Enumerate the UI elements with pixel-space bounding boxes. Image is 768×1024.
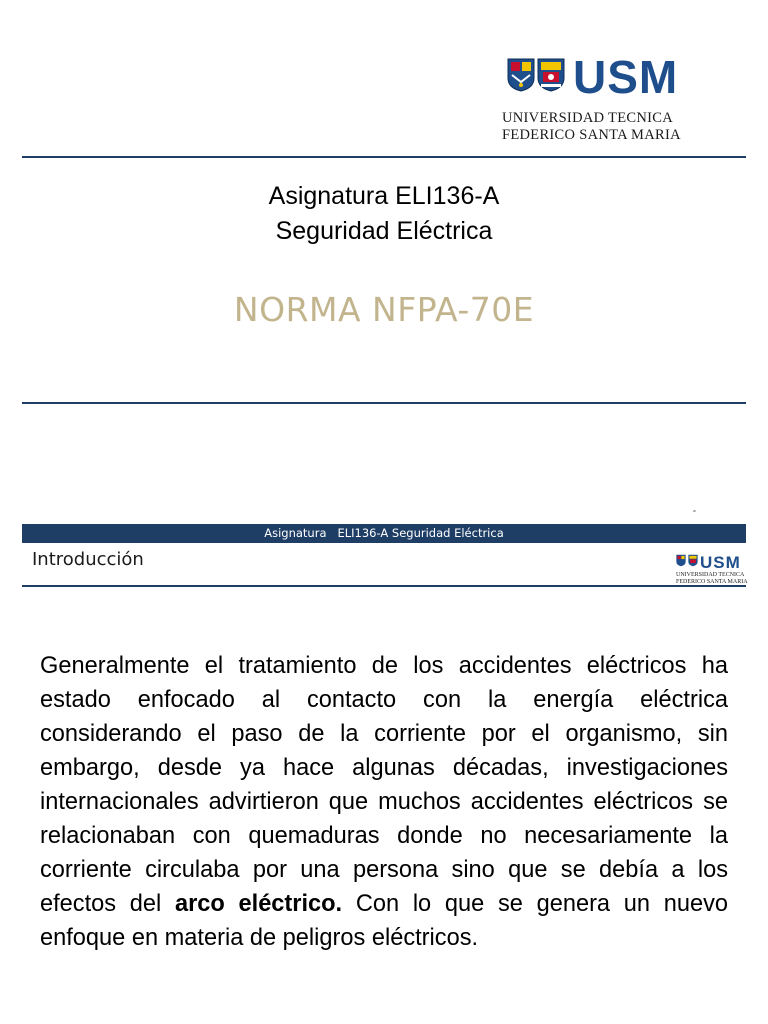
university-shield-icon	[676, 554, 686, 567]
university-name-line2: FEDERICO SANTA MARIA	[502, 126, 681, 143]
university-shield-icon	[537, 58, 565, 92]
usm-wordmark: USM	[700, 553, 741, 572]
usm-logo-small	[676, 553, 748, 585]
usm-logo	[502, 51, 681, 143]
slide-title: NORMA NFPA-70E	[233, 290, 535, 329]
content-slide	[0, 512, 768, 1024]
header-bar	[22, 524, 746, 543]
section-title: Introducción	[32, 549, 144, 570]
top-divider	[22, 156, 746, 158]
header-bar-text: Asignatura ELI136-A Seguridad Eléctrica	[264, 526, 504, 540]
university-shield-icon	[688, 554, 698, 567]
body-text-part: Generalmente el tratamiento de los accidentes eléctricos ha estado enfocado al contacto con la energía eléctrica considerando el paso de la corriente por el organismo, sin embargo, desde ya hace algunas décadas, investigaciones internacionales advirtieron que muchos accidentes eléctricos se relacionaban con quemaduras donde no necesariamente la corriente circulaba por una persona sino que se debía a los efectos del	[40, 653, 728, 917]
logo-shields	[676, 554, 698, 567]
university-shield-icon	[507, 58, 535, 92]
university-name-line1: UNIVERSIDAD TECNICA	[502, 110, 673, 126]
usm-wordmark: USM	[573, 51, 679, 103]
course-code: Asignatura ELI136-A	[268, 182, 500, 210]
body-text-part: Con lo que se genera un nuevo enfoque en materia de peligros eléctricos.	[40, 891, 728, 951]
course-name: Seguridad Eléctrica	[275, 217, 493, 245]
university-name-line2: FEDERICO SANTA MARIA	[676, 578, 748, 585]
section-divider	[22, 585, 746, 587]
logo-shields	[507, 58, 565, 92]
university-name-line1: UNIVERSIDAD TECNICA	[676, 572, 745, 578]
body-paragraph	[40, 649, 728, 955]
body-text-emphasis: arco eléctrico.	[174, 891, 343, 917]
bottom-divider	[22, 402, 746, 404]
